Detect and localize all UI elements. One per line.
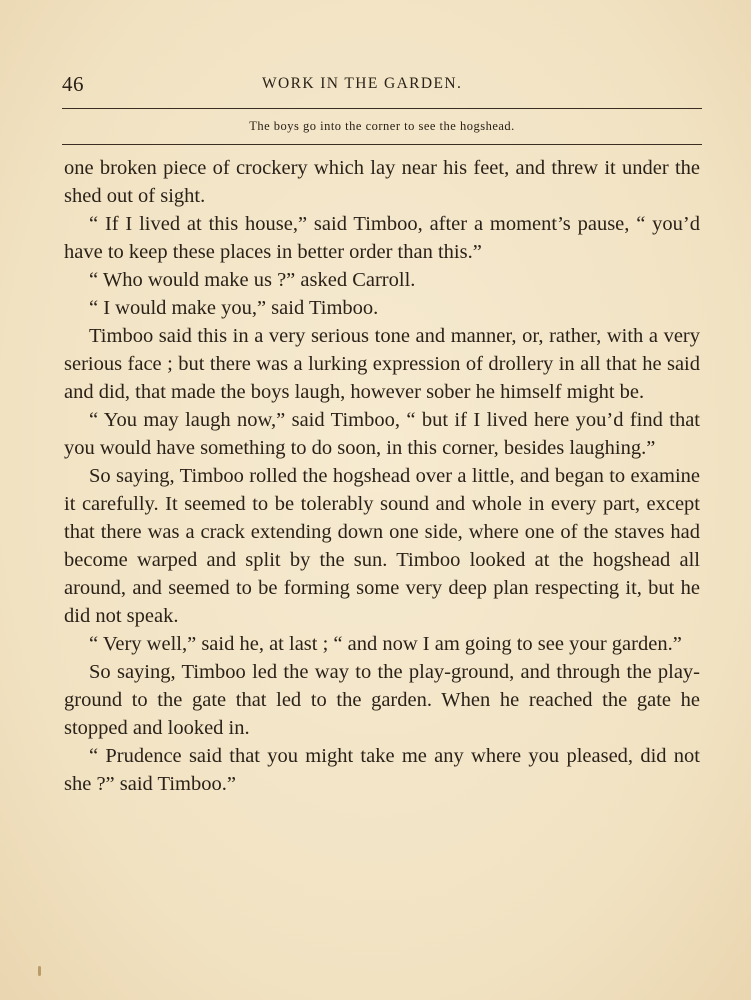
paragraph: So saying, Timboo rolled the hogshead over a little, and began to examine it carefully. It seemed to be tolerably sound and whole in every part, except that there was a crack extending down one side, where one of the staves had become warped and split by the sun. Timboo looked at the hogshead all around, and seemed to be forming some very deep plan respecting it, but he did not speak. [64, 465, 700, 627]
running-title: WORK IN THE GARDEN. [262, 75, 463, 92]
paragraph: “ I would make you,” said Timboo. [89, 297, 379, 319]
page-number: 46 [62, 72, 84, 96]
body-text [64, 154, 700, 798]
illustration-caption: The boys go into the corner to see the hogshead. [249, 119, 515, 133]
paragraph: “ If I lived at this house,” said Timboo, after a moment’s pause, “ you’d have to keep these places in better order than this.” [64, 213, 700, 263]
paragraph: Timboo said this in a very serious tone and manner, or, rather, with a very serious face ; but there was a lurking expression of drollery in all that he said and did, that made the boys laugh, however sober he himself might be. [64, 325, 700, 403]
paragraph: “ Very well,” said he, at last ; “ and now I am going to see your garden.” [89, 633, 682, 655]
paragraph: “ Prudence said that you might take me any where you pleased, did not she ?” said Timboo.” [64, 745, 700, 795]
caption-rule-bottom [62, 144, 702, 145]
paper-stain [38, 966, 41, 976]
caption-rule-top [62, 108, 702, 109]
paragraph-continued: one broken piece of crockery which lay near his feet, and threw it under the shed out of sight. [64, 157, 700, 207]
paragraph: “ You may laugh now,” said Timboo, “ but if I lived here you’d find that you would have something to do soon, in this corner, besides laughing.” [64, 409, 700, 459]
running-head [62, 72, 702, 100]
paragraph: So saying, Timboo led the way to the play-ground, and through the play-ground to the gate that led to the garden. When he reached the gate he stopped and looked in. [64, 661, 700, 739]
paragraph: “ Who would make us ?” asked Carroll. [89, 269, 416, 291]
